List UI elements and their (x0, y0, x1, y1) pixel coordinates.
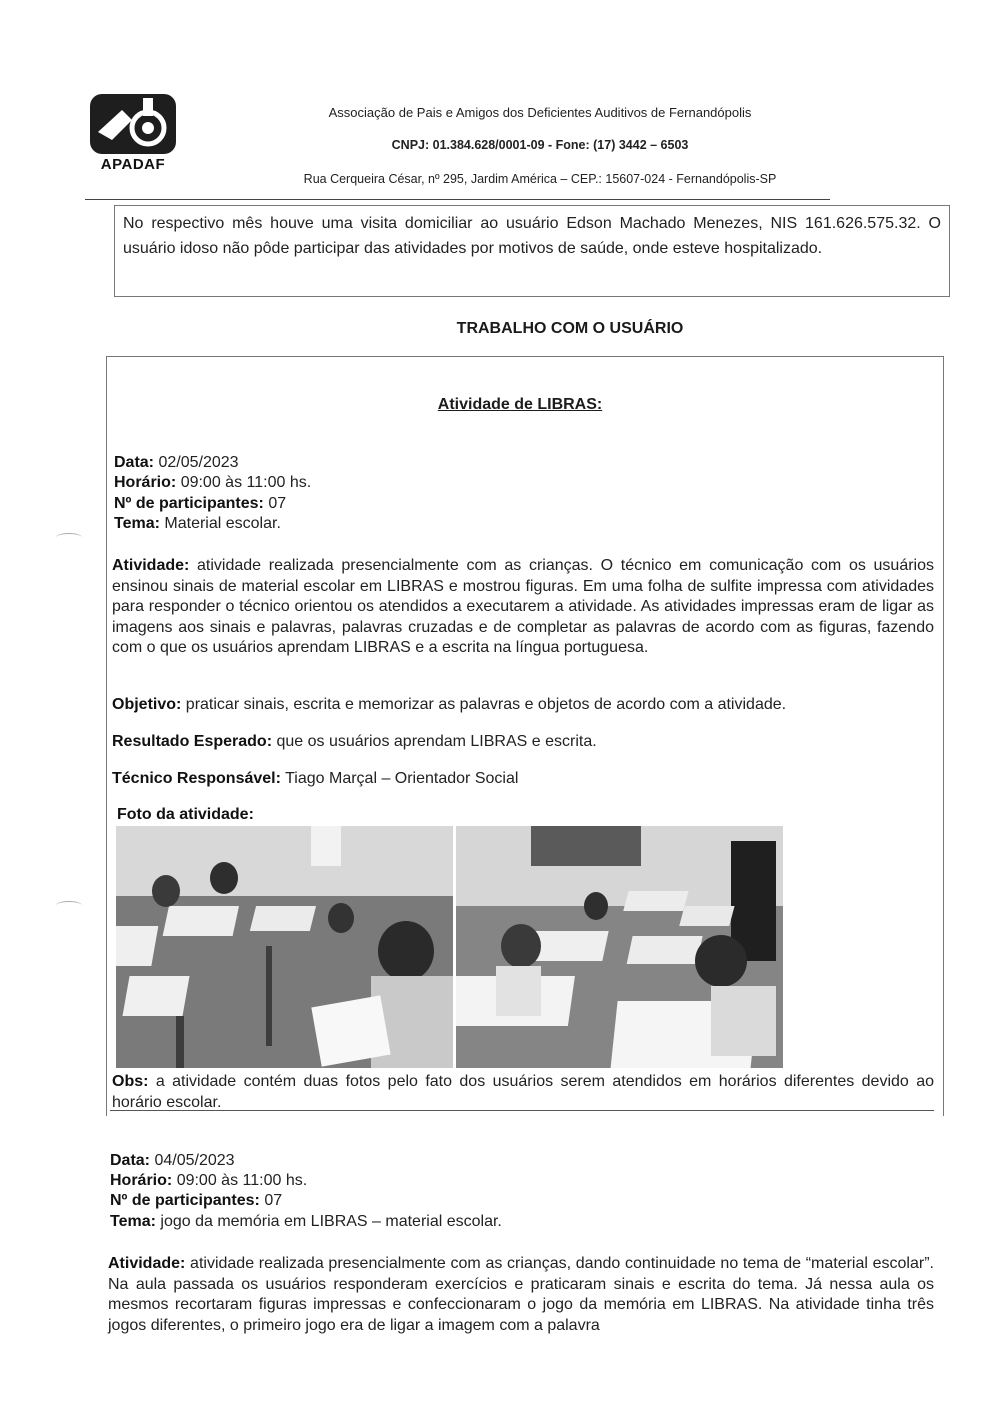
classroom-photo-2 (456, 826, 783, 1068)
photo-caption (117, 805, 254, 825)
logo-text: APADAF (100, 156, 166, 173)
s1-date-field (114, 453, 239, 473)
activity-label: Atividade: (108, 1255, 186, 1272)
activity-title: Atividade de LIBRAS: (437, 396, 603, 413)
s1-date-value: 02/05/2023 (158, 454, 239, 471)
date-label: Data: (110, 1152, 151, 1169)
scan-edge-mark (56, 901, 82, 910)
s2-date-field (110, 1151, 235, 1171)
date-label: Data: (114, 454, 155, 471)
s1-objective-paragraph (112, 695, 934, 716)
s2-time-value: 09:00 às 11:00 hs. (176, 1172, 308, 1189)
s1-responsible-paragraph (112, 769, 934, 790)
activity-photo-1 (116, 826, 453, 1068)
participants-label: Nº de participantes: (114, 495, 264, 512)
classroom-photo-1 (116, 826, 453, 1068)
s1-participants-value: 07 (268, 495, 287, 512)
s1-obs-text: a atividade contém duas fotos pelo fato dos usuários serem atendidos em horários diferentes devido ao horário escolar. (112, 1073, 934, 1111)
s2-participants-value: 07 (264, 1192, 283, 1209)
s2-theme-field (110, 1212, 502, 1232)
theme-label: Tema: (110, 1213, 156, 1230)
s2-activity-text: atividade realizada presencialmente com as crianças, dando continuidade no tema de “material escolar”. Na aula passada os usuários responderam exercícios e praticaram sinais e escrita do tema. Já nessa aula os mesmos recortaram figuras impressas e confeccionaram o jogo da memória em LIBRAS. Na atividade tinha três jogos diferentes, o primeiro jogo era de ligar a imagem com a palavra (108, 1255, 934, 1334)
s2-activity-paragraph (108, 1254, 934, 1336)
obs-divider (110, 1110, 934, 1111)
activity-label: Atividade: (112, 557, 190, 574)
theme-label: Tema: (114, 515, 160, 532)
participants-label: Nº de participantes: (110, 1192, 260, 1209)
s1-theme-field (114, 514, 281, 534)
apadaf-logo (88, 92, 178, 176)
time-label: Horário: (110, 1172, 173, 1189)
s2-theme-value: jogo da memória em LIBRAS – material escolar. (160, 1213, 502, 1230)
scan-edge-mark (56, 533, 82, 542)
intro-text: No respectivo mês houve uma visita domiciliar ao usuário Edson Machado Menezes, NIS 161.626.575.32. O usuário idoso não pôde participar das atividades por motivos de saúde, onde esteve hospitalizado. (123, 215, 941, 257)
photo-label: Foto da atividade: (117, 806, 254, 823)
responsible-label: Técnico Responsável: (112, 770, 281, 787)
time-label: Horário: (114, 474, 177, 491)
objective-label: Objetivo: (112, 696, 182, 713)
s2-participants-field (110, 1191, 282, 1211)
s2-time-field (110, 1171, 307, 1191)
expected-label: Resultado Esperado: (112, 733, 273, 750)
s1-obs-paragraph (112, 1072, 934, 1113)
activity-photo-2 (456, 826, 783, 1068)
s1-participants-field (114, 494, 286, 514)
header-divider (85, 199, 830, 200)
s1-activity-text: atividade realizada presencialmente com as crianças. O técnico em comunicação com os usuários ensinou sinais de material escolar em LIBRAS e mostrou figuras. Em uma folha de sulfite impressa com atividades para responder o técnico orientou os atendidos a executarem a atividade. As atividades impressas eram de ligar as imagens aos sinais e palavras, palavras cruzadas e de completar as palavras de acordo com as figuras, fazendo com o que os usuários aprendam LIBRAS e a escrita na língua portuguesa. (112, 557, 934, 656)
s1-activity-paragraph (112, 556, 934, 659)
logo-emblem-icon (88, 92, 178, 156)
s1-time-value: 09:00 às 11:00 hs. (180, 474, 312, 491)
s2-date-value: 04/05/2023 (154, 1152, 235, 1169)
s1-responsible-text: Tiago Marçal – Orientador Social (285, 770, 519, 787)
org-name: Associação de Pais e Amigos dos Deficientes Auditivos de Fernandópolis (328, 105, 752, 120)
obs-label: Obs: (112, 1073, 149, 1090)
s1-expected-paragraph (112, 732, 934, 753)
org-cnpj: CNPJ: 01.384.628/0001-09 - Fone: (17) 3442 – 6503 (391, 138, 689, 152)
intro-box (114, 205, 950, 297)
s1-objective-text: praticar sinais, escrita e memorizar as palavras e objetos de acordo com a atividade. (185, 696, 787, 713)
org-address: Rua Cerqueira César, nº 295, Jardim América – CEP.: 15607-024 - Fernandópolis-SP (303, 172, 777, 186)
section-title: TRABALHO COM O USUÁRIO (456, 320, 684, 337)
s1-theme-value: Material escolar. (164, 515, 281, 532)
s1-time-field (114, 473, 311, 493)
s1-expected-text: que os usuários aprendam LIBRAS e escrita. (276, 733, 597, 750)
